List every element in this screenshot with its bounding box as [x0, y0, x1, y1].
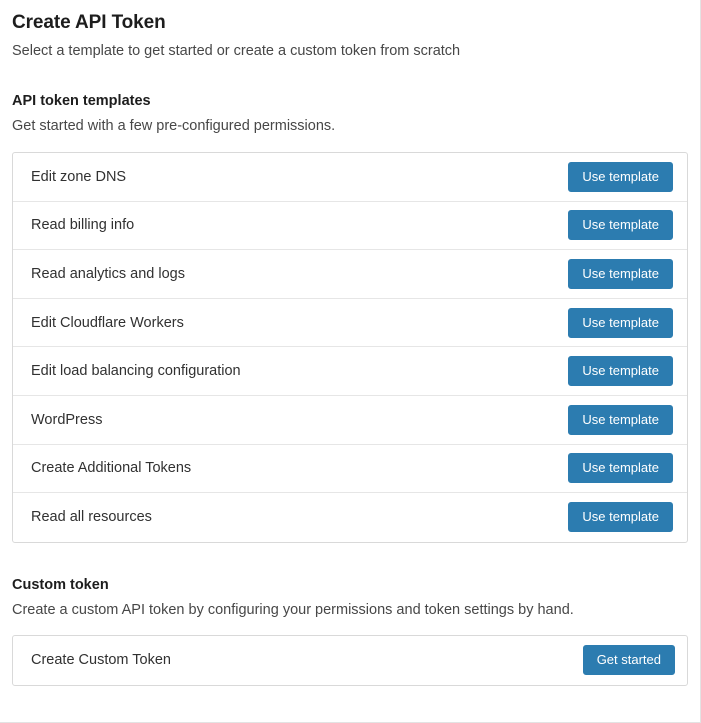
template-name: Read billing info [31, 217, 135, 234]
templates-section-title: API token templates [12, 93, 151, 109]
custom-token-section-description: Create a custom API token by configuring your permissions and token settings by hand. [12, 601, 574, 618]
use-template-button[interactable]: Use template [568, 502, 673, 532]
template-name: Read analytics and logs [31, 265, 185, 282]
table-row [13, 202, 687, 251]
templates-section-description: Get started with a few pre-configured permissions. [12, 118, 336, 134]
use-template-button[interactable]: Use template [568, 210, 673, 240]
use-template-button[interactable]: Use template [568, 308, 673, 338]
table-row [13, 250, 687, 299]
templates-list [12, 152, 688, 543]
use-template-button[interactable]: Use template [568, 405, 673, 435]
get-started-button[interactable]: Get started [583, 645, 675, 675]
use-template-button[interactable]: Use template [568, 453, 673, 483]
template-name: Edit zone DNS [31, 168, 127, 185]
page-subtitle: Select a template to get started or create a custom token from scratch [12, 43, 461, 59]
template-name: Create Additional Tokens [31, 460, 192, 477]
table-row [13, 636, 687, 685]
table-row [13, 493, 687, 542]
page-title: Create API Token [12, 12, 166, 33]
use-template-button[interactable]: Use template [568, 162, 673, 192]
template-name: WordPress [31, 411, 103, 428]
custom-token-card [12, 635, 688, 686]
table-row [13, 445, 687, 494]
custom-token-row-label: Create Custom Token [31, 652, 171, 669]
template-name: Edit Cloudflare Workers [31, 314, 184, 331]
table-row [13, 396, 687, 445]
table-row [13, 153, 687, 202]
use-template-button[interactable]: Use template [568, 356, 673, 386]
use-template-button[interactable]: Use template [568, 259, 673, 289]
template-name: Read all resources [31, 509, 152, 526]
table-row [13, 299, 687, 348]
custom-token-section-title: Custom token [12, 576, 109, 593]
table-row [13, 347, 687, 396]
template-name: Edit load balancing configuration [31, 363, 241, 380]
